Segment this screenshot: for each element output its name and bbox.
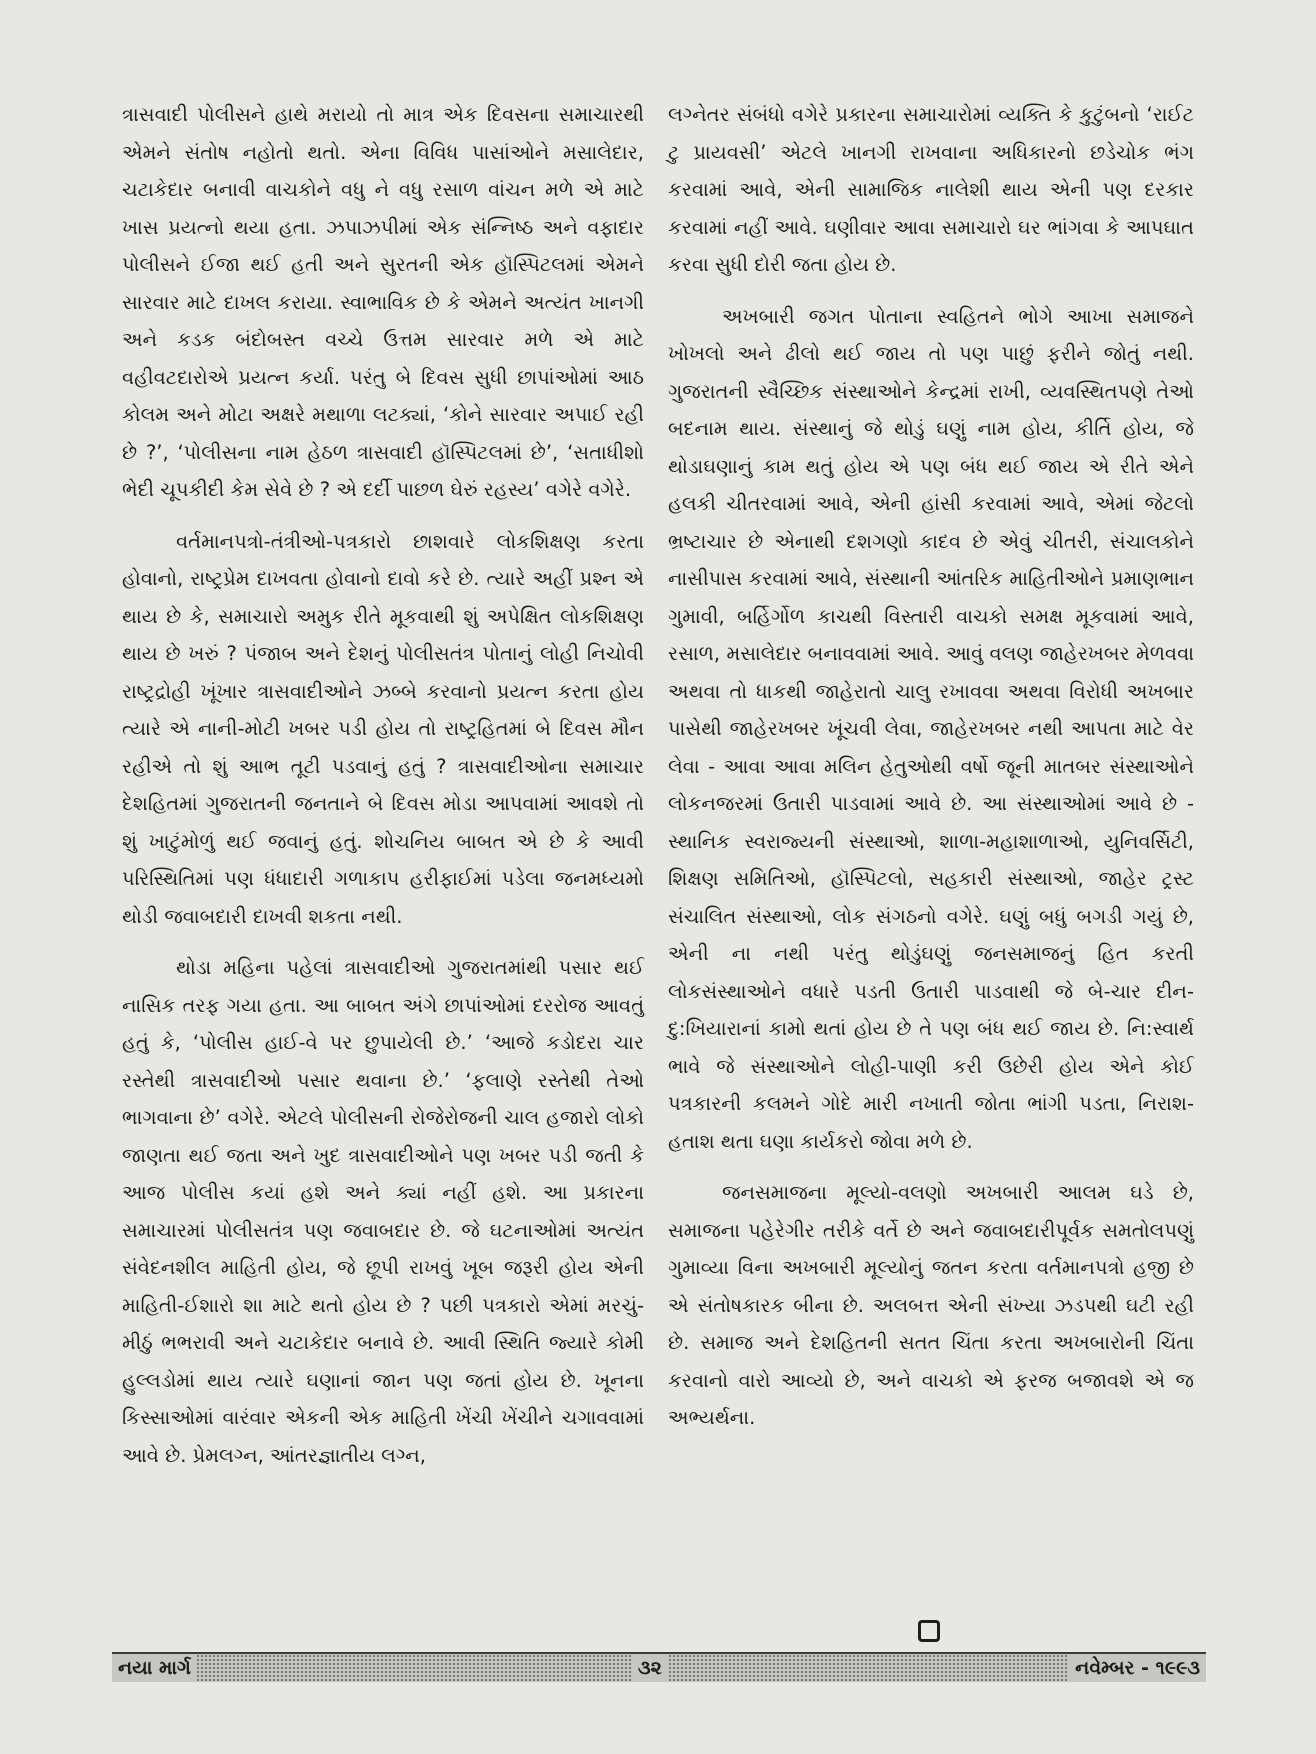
page-number: ૩૨ (632, 1654, 668, 1682)
magazine-name: નયા માર્ગ (112, 1654, 197, 1682)
paragraph: જનસમાજના મૂલ્યો-વલણો અખબારી આલમ ઘડે છે, સમાજના પહેરેગીર તરીકે વર્તે છે અને જવાબદારીપૂર્વક સમતોલપણું ગુમાવ્યા વિના અખબારી મૂલ્યોનું જતન કરતા વર્તમાનપત્રો હજી છે એ સંતોષકારક બીના છે. અલબત્ત એની સંખ્યા ઝડપથી ઘટી રહી છે. સમાજ અને દેશહિતની સતત ચિંતા કરતા અખબારોની ચિંતા કરવાનો વારો આવ્યો છે, અને વાચકો એ ફરજ બજાવશે એ જ અભ્યર્થના. (668, 1181, 1194, 1429)
paragraph: થોડા મહિના પહેલાં ત્રાસવાદીઓ ગુજરાતમાંથી પસાર થઈ નાસિક તરફ ગયા હતા. આ બાબત અંગે છાપાંઓમાં દરરોજ આવતું હતું કે, ‘પોલીસ હાઈ-વે પર છુપાયેલી છે.’ ‘આજે કડોદરા ચાર રસ્તેથી ત્રાસવાદીઓ પસાર થવાના છે.’ ‘ફલાણે રસ્તેથી તેઓ ભાગવાના છે’ વગેરે. એટલે પોલીસની રોજેરોજની ચાલ હજારો લોકો જાણતા થઈ જતા અને ખુદ ત્રાસવાદીઓને પણ ખબર પડી જતી કે આજ પોલીસ કયાં હશે અને ક્યાં નહીં હશે. આ પ્રકારના સમાચારમાં પોલીસતંત્ર પણ જવાબદાર છે. જે ઘટનાઓમાં અત્યંત સંવેદનશીલ માહિતી હોય, જે છૂપી રાખવું ખૂબ જરૂરી હોય એની માહિતી-ઈશારો શા માટે થતો હોય છે ? પછી પત્રકારો એમાં મરચું-મીઠું ભભરાવી અને ચટાકેદાર બનાવે છે. આવી સ્થિતિ જ્યારે કોમી હુલ્લડોમાં થાય ત્યારે ઘણાનાં જાન પણ જતાં હોય છે. ખૂનના કિસ્સાઓમાં વારંવાર એકની એક માહિતી ખેંચી ખેંચીને ચગાવવામાં આવે છે. પ્રેમલગ્ન, આંતરજ્ઞાતીય લગ્ન, (122, 956, 644, 1467)
issue-date: નવેમ્બર - ૧૯૯૩ (1069, 1654, 1206, 1682)
paragraph: લગ્નેતર સંબંધો વગેરે પ્રકારના સમાચારોમાં વ્યક્તિ કે કુટુંબનો ‘રાઈટ ટુ પ્રાયવસી’ એટલે ખાનગી રાખવાના અધિકારનો છડેચોક ભંગ કરવામાં આવે, એની સામાજિક નાલેશી થાય એની પણ દરકાર કરવામાં નહીં આવે. ઘણીવાર આવા સમાચારો ઘર ભાંગવા કે આપઘાત કરવા સુધી દોરી જતા હોય છે. (668, 103, 1194, 276)
paragraph: અખબારી જગત પોતાના સ્વહિતને ભોગે આખા સમાજને ખોખલો અને ઢીલો થઈ જાય તો પણ પાછું ફરીને જોતું નથી. ગુજરાતની સ્વૈચ્છિક સંસ્થાઓને કેન્દ્રમાં રાખી, વ્યવસ્થિતપણે તેઓ બદનામ થાય. સંસ્થાનું જે થોડું ઘણું નામ હોય, કીર્તિ હોય, જે થોડાઘણાનું કામ થતું હોય એ પણ બંધ થઈ જાય એ રીતે એને હલકી ચીતરવામાં આવે, એની હાંસી કરવામાં આવે, એમાં જેટલો ભ્રષ્ટાચાર છે એનાથી દશગણો કાદવ છે એવું ચીતરી, સંચાલકોને નાસીપાસ કરવામાં આવે, સંસ્થાની આંતરિક માહિતીઓને પ્રમાણભાન ગુમાવી, બર્હિર્ગોળ કાચથી વિસ્તારી વાચકો સમક્ષ મૂકવામાં આવે, રસાળ, મસાલેદાર બનાવવામાં આવે. આવું વલણ જાહેરખબર મેળવવા અથવા તો ધાકથી જાહેરાતો ચાલુ રખાવવા અથવા વિરોધી અખબાર પાસેથી જાહેરખબર ખૂંચવી લેવા, જાહેરખબર નથી આપતા માટે વેર લેવા - આવા આવા મલિન હેતુઓથી વર્ષો જૂની માતબર સંસ્થાઓને લોકનજરમાં ઉતારી પાડવામાં આવે છે. આ સંસ્થાઓમાં આવે છે - સ્થાનિક સ્વરાજ્યની સંસ્થાઓ, શાળા-મહાશાળાઓ, યુનિવર્સિટી, શિક્ષણ સમિતિઓ, હૉસ્પિટલો, સહકારી સંસ્થાઓ, જાહેર ટ્રસ્ટ સંચાલિત સંસ્થાઓ, લોક સંગઠનો વગેરે. ઘણું બધું બગડી ગયું છે, એની ના નથી પરંતુ થોડુંઘણું જનસમાજનું હિત કરતી લોકસંસ્થાઓને વધારે પડતી ઉતારી પાડવાથી જે બે-ચાર દીન-દુ:ખિયારાનાં કામો થતાં હોય છે તે પણ બંધ થઈ જાય છે. નિ:સ્વાર્થ ભાવે જે સંસ્થાઓને લોહી-પાણી કરી ઉછેરી હોય એને કોઈ પત્રકારની કલમને ગોદે મારી નખાતી જોતા ભાંગી પડતા, નિરાશ-હતાશ થતા ઘણા કાર્યકરો જોવા મળે છે. (668, 304, 1194, 1153)
paragraph: વર્તમાનપત્રો-તંત્રીઓ-પત્રકારો છાશવારે લોકશિક્ષણ કરતા હોવાનો, રાષ્ટ્રપ્રેમ દાખવતા હોવાનો દાવો કરે છે. ત્યારે અહીં પ્રશ્ન એ થાય છે કે, સમાચારો અમુક રીતે મૂકવાથી શું અપેક્ષિત લોકશિક્ષણ થાય છે ખરું ? પંજાબ અને દેશનું પોલીસતંત્ર પોતાનું લોહી નિચોવી રાષ્ટ્રદ્રોહી ખૂંખાર ત્રાસવાદીઓને ઝબ્બે કરવાનો પ્રયત્ન કરતા હોય ત્યારે એ નાની-મોટી ખબર પડી હોય તો રાષ્ટ્રહિતમાં બે દિવસ મૌન રહીએ તો શું આભ તૂટી પડવાનું હતું ? ત્રાસવાદીઓના સમાચાર દેશહિતમાં ગુજરાતની જનતાને બે દિવસ મોડા આપવામાં આવશે તો શું ખાટુંમોળું થઈ જવાનું હતું. શોચનિય બાબત એ છે કે આવી પરિસ્થિતિમાં પણ ધંધાદારી ગળાકાપ હરીફાઈમાં પડેલા જનમધ્યમો થોડી જવાબદારી દાખવી શકતા નથી. (122, 529, 644, 928)
page-footer (112, 1652, 1206, 1682)
right-column (668, 96, 1194, 1451)
left-column (122, 96, 644, 1488)
paragraph: ત્રાસવાદી પોલીસને હાથે મરાયો તો માત્ર એક દિવસના સમાચારથી એમને સંતોષ નહોતો થતો. એના વિવિધ પાસાંઓને મસાલેદાર, ચટાકેદાર બનાવી વાચકોને વધુ ને વધુ રસાળ વાંચન મળે એ માટે ખાસ પ્રયત્નો થયા હતા. ઝપાઝપીમાં એક સંન્નિષ્ઠ અને વફાદાર પોલીસને ઈજા થઈ હતી અને સુરતની એક હૉસ્પિટલમાં એમને સારવાર માટે દાખલ કરાયા. સ્વાભાવિક છે કે એમને અત્યંત ખાનગી અને કડક બંદોબસ્ત વચ્ચે ઉત્તમ સારવાર મળે એ માટે વહીવટદારોએ પ્રયત્ન કર્યા. પરંતુ બે દિવસ સુધી છાપાંઓમાં આઠ કોલમ અને મોટા અક્ષરે મથાળા લટક્યાં, ‘કોને સારવાર અપાઈ રહી છે ?’, ‘પોલીસના નામ હેઠળ ત્રાસવાદી હૉસ્પિટલમાં છે’, ‘સતાધીશો ભેદી ચૂપકીદી કેમ સેવે છે ? એ દર્દી પાછળ ઘેરું રહસ્ય’ વગેરે વગેરે. (122, 103, 644, 501)
end-of-article-mark (918, 1620, 940, 1642)
